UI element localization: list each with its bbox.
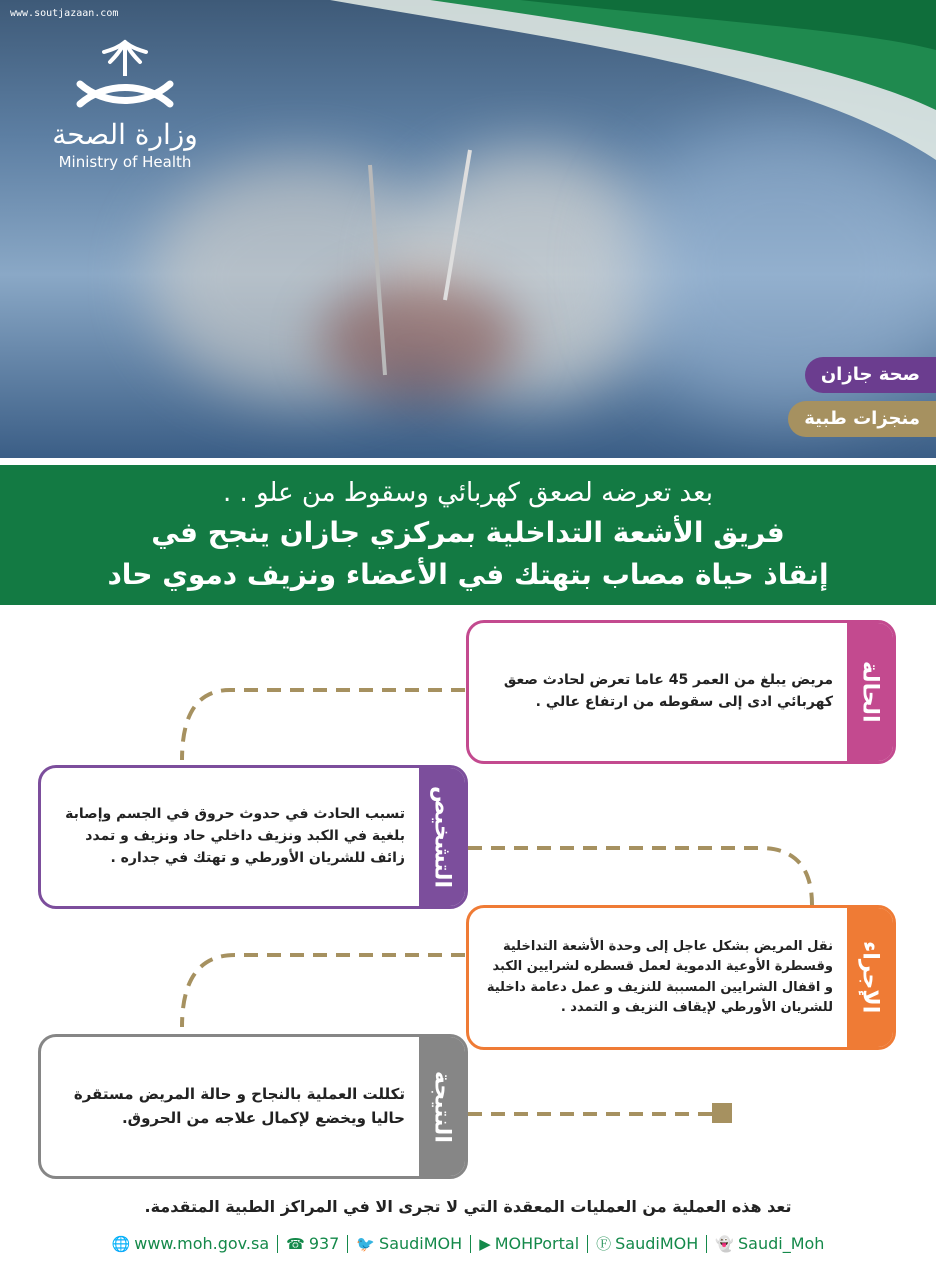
- headline-subtitle: بعد تعرضه لصعق كهربائي وسقوط من علو . .: [223, 478, 713, 508]
- headline-title-line2: إنقاذ حياة مصاب بتهتك في الأعضاء ونزيف دموي حاد: [107, 558, 829, 591]
- facebook-icon: Ⓕ: [596, 1235, 612, 1253]
- contact-phone[interactable]: ☎ 937: [286, 1234, 340, 1253]
- step-card-result: [38, 1034, 468, 1179]
- step-label-case: الحالة: [847, 623, 893, 761]
- contact-separator: [470, 1235, 471, 1253]
- logo-name-ar: وزارة الصحة: [52, 118, 198, 151]
- globe-icon: 🌐: [111, 1234, 131, 1253]
- step-card-diagnosis: [38, 765, 468, 909]
- contact-separator: [706, 1235, 707, 1253]
- step-card-case: [466, 620, 896, 764]
- contact-twitter[interactable]: 🐦 SaudiMOH: [356, 1234, 463, 1253]
- snapchat-icon: 👻: [715, 1234, 734, 1253]
- contact-separator: [587, 1235, 588, 1253]
- region-tag: صحة جازان: [805, 357, 936, 393]
- step-text-result: تكللت العملية بالنجاح و حالة المريض مستقرة حاليا ويخضع لإكمال علاجه من الحروق.: [73, 1085, 405, 1127]
- contact-facebook[interactable]: Ⓕ SaudiMOH: [596, 1234, 699, 1253]
- palm-swords-emblem-icon: [60, 36, 190, 112]
- logo-name-en: Ministry of Health: [58, 153, 192, 171]
- step-card-procedure: [466, 905, 896, 1050]
- step-label-diagnosis: التشخيص: [419, 768, 465, 906]
- step-label-procedure: الإجراء: [847, 908, 893, 1047]
- step-text-diagnosis: تسبب الحادث في حدوث حروق في الجسم وإصابة بلغية في الكبد ونزيف داخلي حاد ونزيف و تمدد زائف للشريان الأورطي و تهتك في جداره .: [65, 806, 405, 866]
- footnote: تعد هذه العملية من العمليات المعقدة التي لا تجرى الا في المراكز الطبية المتقدمة.: [144, 1197, 792, 1216]
- watermark-text: www.soutjazaan.com: [10, 8, 119, 19]
- phone-icon: ☎: [286, 1234, 305, 1253]
- hero-surgery-photo: [0, 0, 936, 458]
- youtube-icon: ▶: [479, 1234, 491, 1253]
- moh-logo: [40, 36, 210, 171]
- step-label-result: النتيجة: [419, 1037, 465, 1176]
- contact-separator: [347, 1235, 348, 1253]
- contact-youtube[interactable]: ▶ MOHPortal: [479, 1234, 580, 1253]
- contact-snapchat[interactable]: 👻 Saudi_Moh: [715, 1234, 825, 1253]
- step-text-procedure: نقل المريض بشكل عاجل إلى وحدة الأشعة التداخلية وقسطرة الأوعية الدموية لعمل قسطره لشرايين الكبد و اقفال الشرايين المسببة للنزيف و عمل دعامة داخلية للشريان الأورطي لإيقاف النزيف و التمدد .: [486, 939, 833, 1015]
- step-text-case: مريض يبلغ من العمر 45 عاما تعرض لحادث صعق كهربائي ادى إلى سقوطه من ارتفاع عالي .: [503, 672, 833, 710]
- category-tag: منجزات طبية: [788, 401, 936, 437]
- twitter-icon: 🐦: [356, 1234, 376, 1253]
- contact-separator: [277, 1235, 278, 1253]
- contact-website[interactable]: 🌐 www.moh.gov.sa: [111, 1234, 270, 1253]
- headline-title-line1: فريق الأشعة التداخلية بمركزي جازان ينجح في: [151, 516, 785, 549]
- contact-bar: [80, 1233, 856, 1254]
- divider-stripe: [0, 458, 936, 465]
